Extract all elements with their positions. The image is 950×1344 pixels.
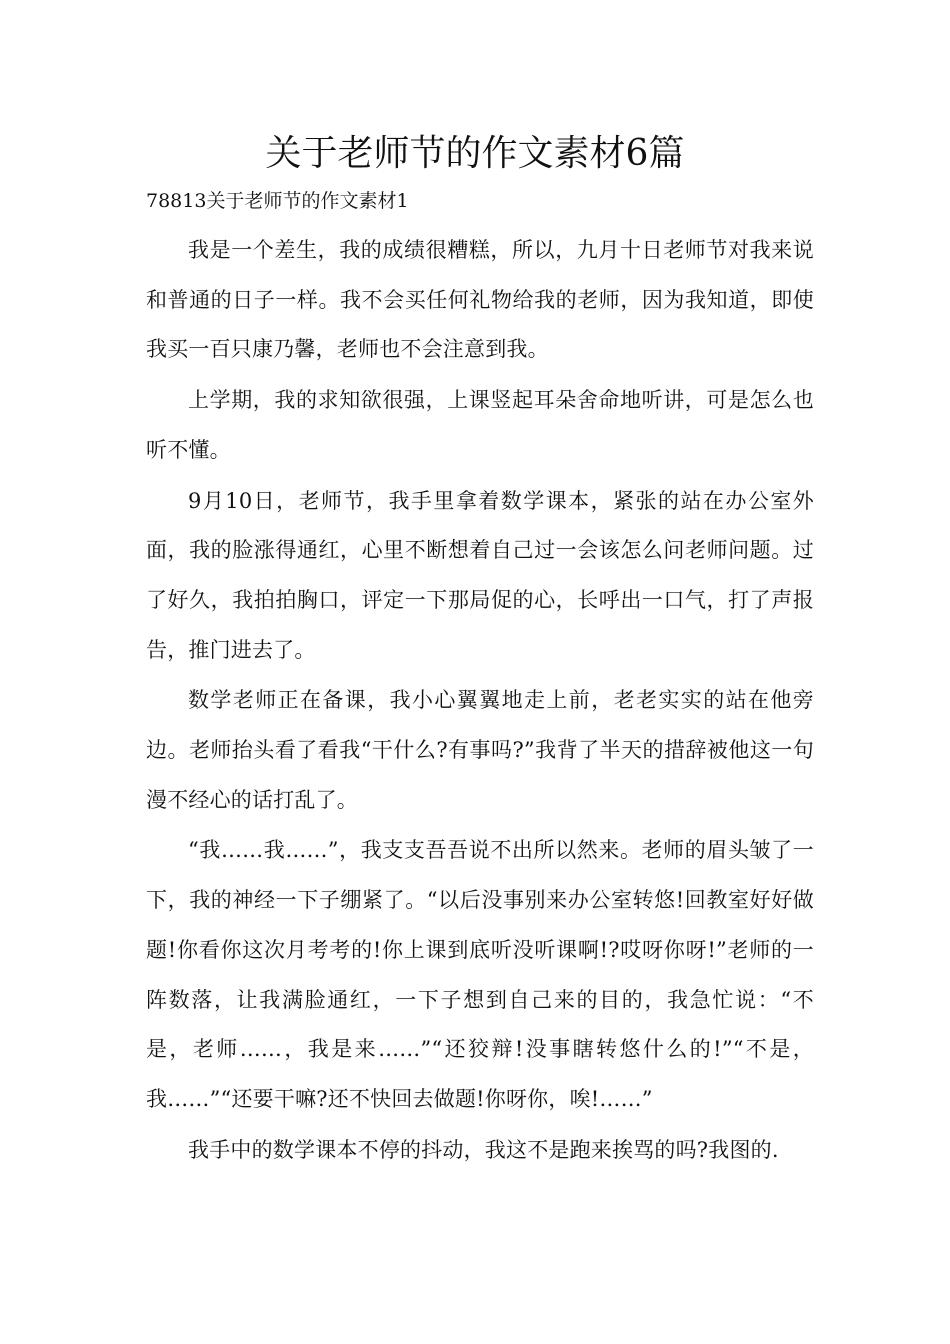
document-subtitle: 78813关于老师节的作文素材1 [146, 190, 409, 212]
document-body [146, 226, 814, 1176]
document-title: 关于老师节的作文素材6篇 [265, 133, 685, 174]
paragraph: 数学老师正在备课，我小心翼翼地走上前，老老实实的站在他旁边。老师抬头看了看我“干什么?有事吗?”我背了半天的措辞被他这一句漫不经心的话打乱了。 [146, 688, 814, 812]
paragraph: 我手中的数学课本不停的抖动，我这不是跑来挨骂的吗?我图的. [188, 1137, 779, 1162]
paragraph: “我……我……”，我支支吾吾说不出所以然来。老师的眉头皱了一下，我的神经一下子绷紧了。“以后没事别来办公室转悠!回教室好好做题!你看你这次月考考的!你上课到底听没听课啊!?哎呀你呀!”老师的一阵数落，让我满脸通红，一下子想到自己来的目的，我急忙说：“不是，老师……，我是来……”“还狡辩!没事瞎转悠什么的!”“不是，我……”“还要干嘛?还不快回去做题!你呀你，唉!……” [146, 838, 814, 1111]
paragraph: 9月10日，老师节，我手里拿着数学课本，紧张的站在办公室外面，我的脸涨得通红，心里不断想着自己过一会该怎么问老师问题。过了好久，我拍拍胸口，评定一下那局促的心，长呼出一口气，打了声报告，推门进去了。 [146, 488, 814, 662]
paragraph: 我是一个差生，我的成绩很糟糕，所以，九月十日老师节对我来说和普通的日子一样。我不会买任何礼物给我的老师，因为我知道，即使我买一百只康乃馨，老师也不会注意到我。 [146, 238, 814, 362]
paragraph: 上学期，我的求知欲很强，上课竖起耳朵舍命地听讲，可是怎么也听不懂。 [146, 388, 814, 462]
